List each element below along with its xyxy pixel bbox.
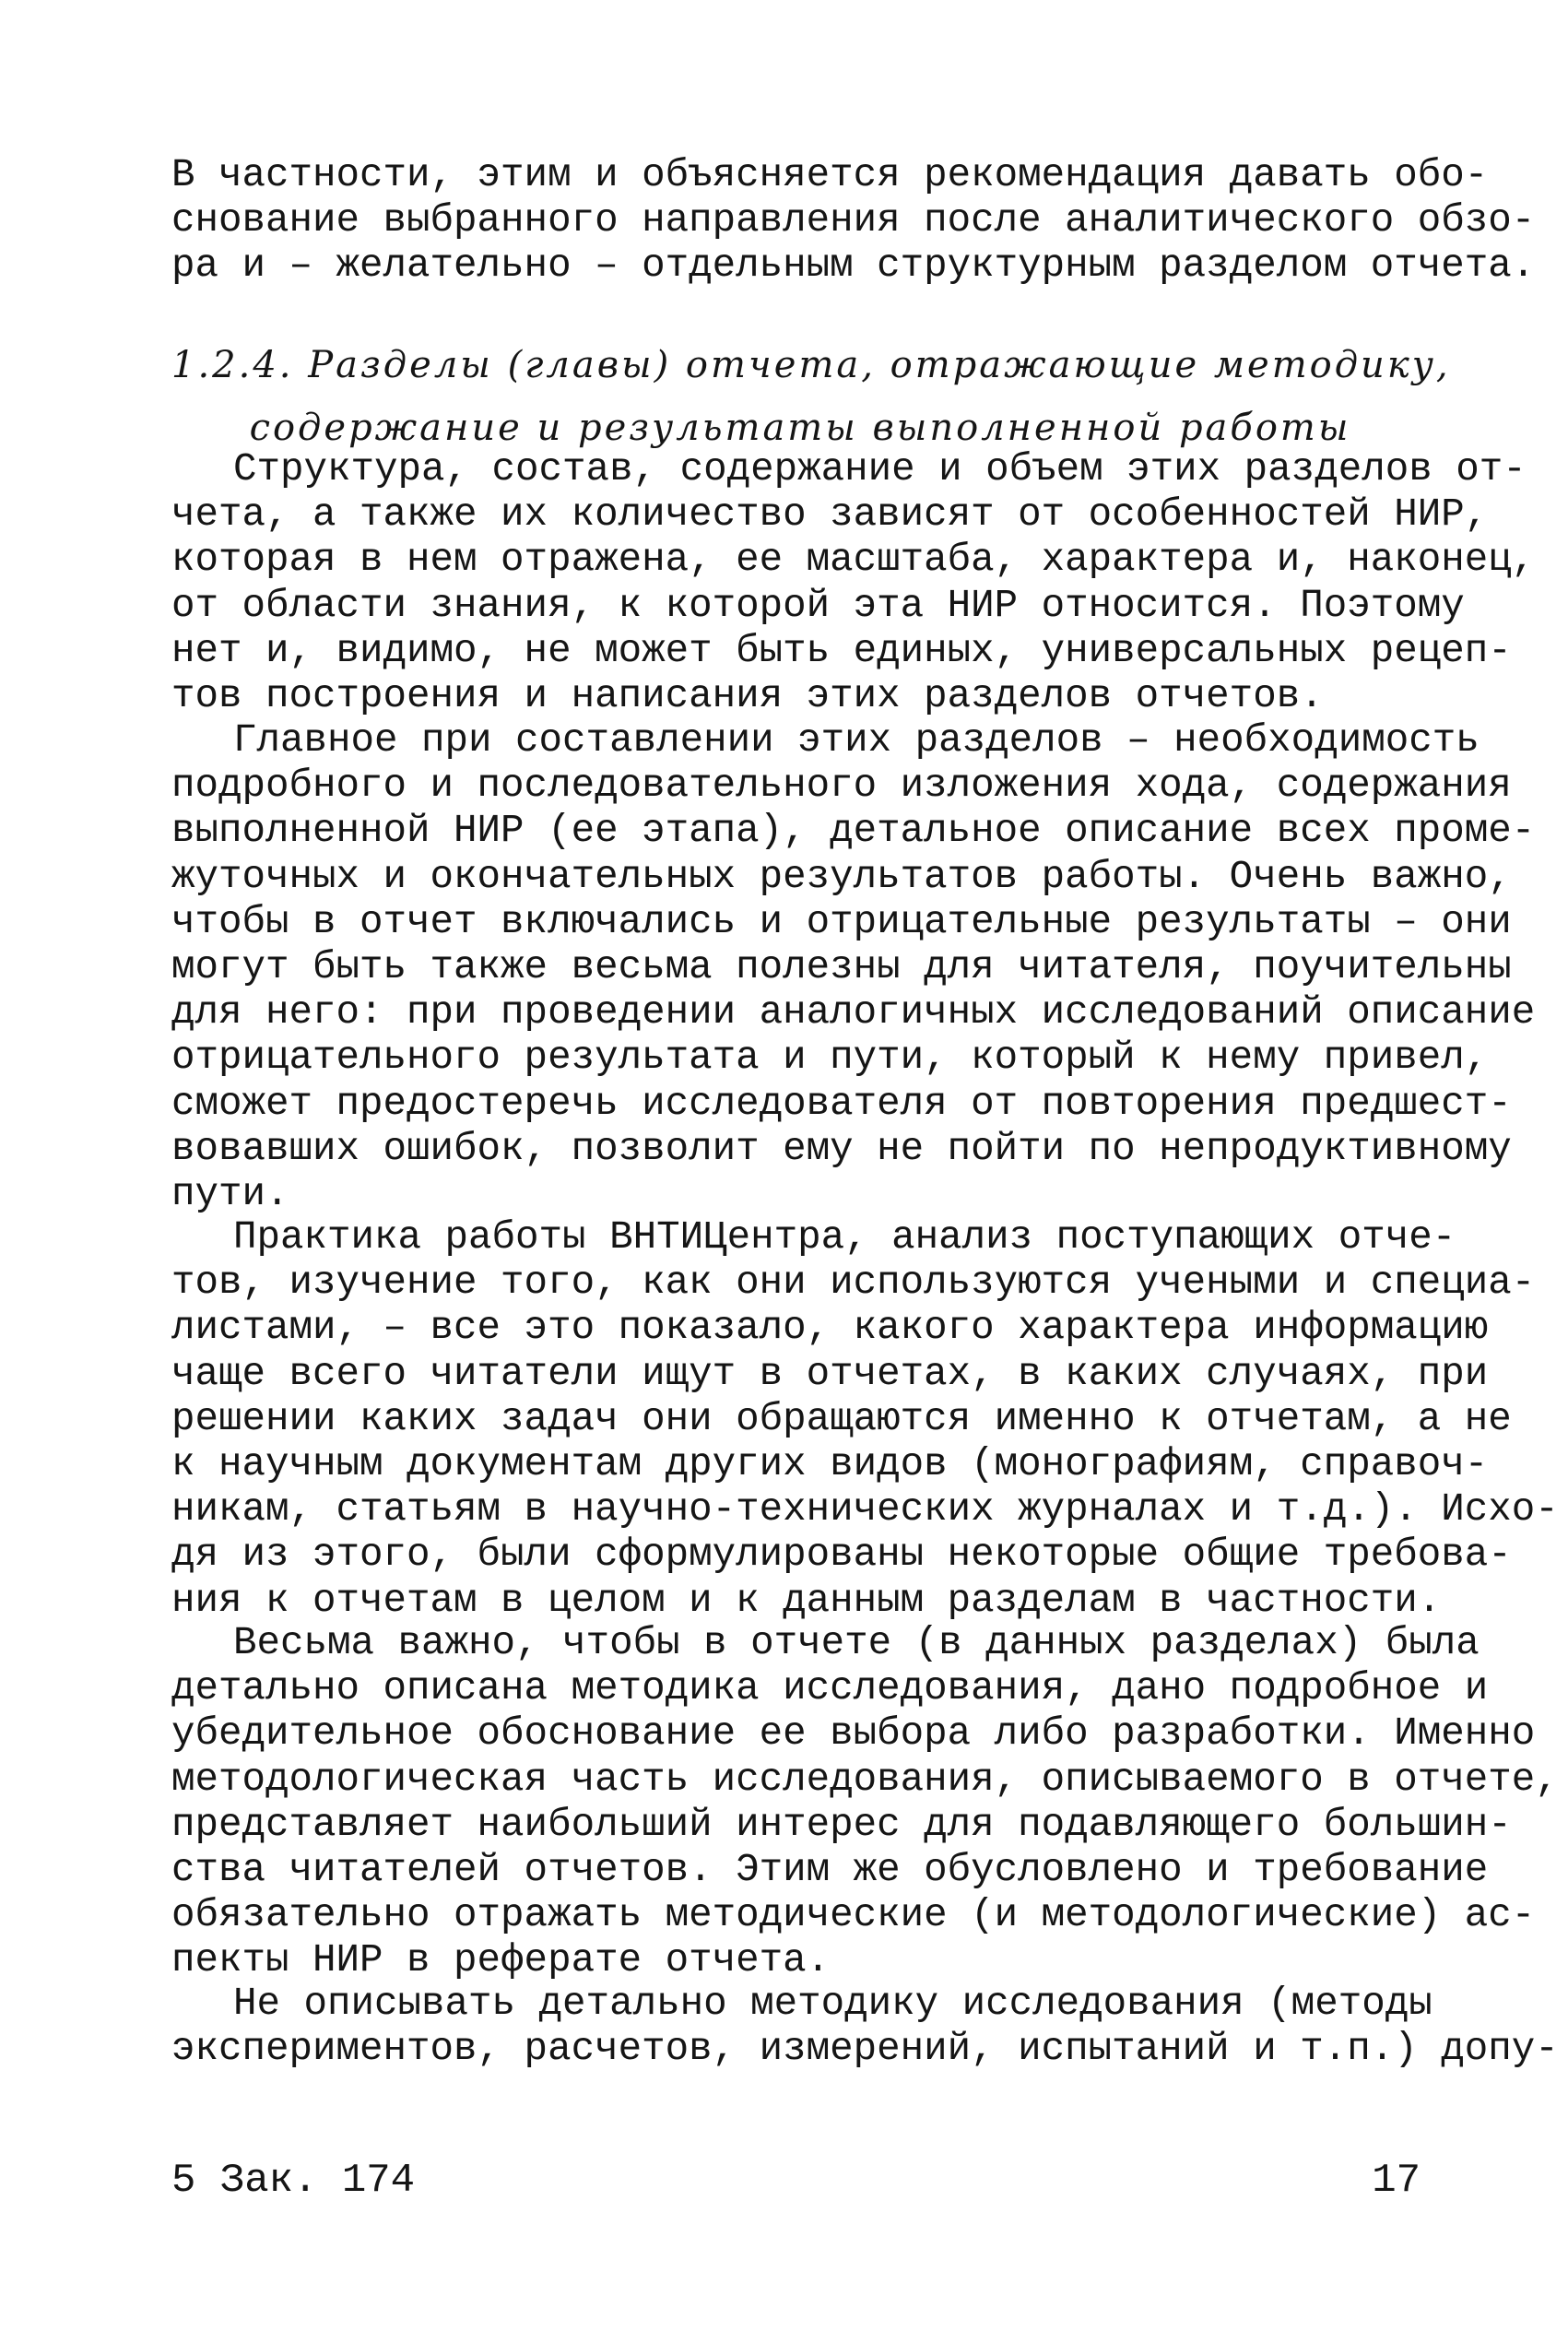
paragraph-practice — [171, 1215, 1559, 1624]
text-line: ра и – желательно – отдельным структурным разделом отчета. — [171, 243, 1536, 289]
text-line: листами, – все это показало, какого характера информацию — [171, 1306, 1489, 1351]
text-line: детально описана методика исследования, дано подробное и — [171, 1666, 1489, 1711]
paragraph-method-detail — [171, 1982, 1559, 2072]
text-line: Структура, состав, содержание и объем этих разделов от- — [233, 447, 1527, 491]
text-line: которая в нем отражена, ее масштаба, характера и, наконец, — [171, 538, 1536, 583]
text-line: выполненной НИР (ее этапа), детальное описание всех проме- — [171, 809, 1536, 854]
text-line: ства читателей отчетов. Этим же обусловлено и требование — [171, 1847, 1489, 1892]
text-line: сможет предостеречь исследователя от повторения предшест- — [171, 1081, 1512, 1126]
text-line: представляет наибольший интерес для подавляющего большин- — [171, 1802, 1512, 1847]
text-line: для него: при проведении аналогичных исследований описание — [171, 990, 1536, 1035]
text-line: отрицательного результата и пути, который к нему привел, — [171, 1035, 1489, 1081]
text-line: Весьма важно, чтобы в отчете (в данных разделах) была — [233, 1621, 1480, 1665]
text-line: обязательно отражать методические (и методологические) ас- — [171, 1893, 1536, 1938]
text-line: Главное при составлении этих разделов – необходимость — [233, 718, 1480, 763]
text-line: могут быть также весьма полезны для читателя, поучительны — [171, 944, 1512, 989]
text-line: жуточных и окончательных результатов работы. Очень важно, — [171, 854, 1512, 899]
text-line: тов построения и написания этих разделов отчетов. — [171, 673, 1324, 718]
text-line: Практика работы ВНТИЦентра, анализ поступающих отче- — [233, 1215, 1456, 1260]
text-line: чета, а также их количество зависят от особенностей НИР, — [171, 492, 1489, 538]
text-line: снование выбранного направления после аналитического обзо- — [171, 198, 1536, 243]
text-line: от области знания, к которой эта НИР относится. Поэтому — [171, 583, 1465, 628]
text-line: решении каких задач они обращаются именно к отчетам, а не — [171, 1396, 1512, 1441]
text-line: экспериментов, расчетов, измерений, испытаний и т.п.) допу- — [171, 2027, 1559, 2072]
section-heading-line-1 — [171, 334, 1451, 396]
paragraph-structure — [171, 447, 1536, 719]
paragraph-main-point — [171, 718, 1536, 1217]
text-line: Не описывать детально методику исследования (методы — [233, 1982, 1432, 2026]
text-line: к научным документам других видов (монографиям, справоч- — [171, 1441, 1489, 1486]
text-line: убедительное обоснование ее выбора либо разработки. Именно — [171, 1711, 1536, 1757]
text-line: В частности, этим и объясняется рекомендация давать обо- — [171, 153, 1489, 197]
section-heading — [171, 334, 1451, 459]
text-line: чтобы в отчет включались и отрицательные результаты – они — [171, 899, 1512, 944]
section-title-line-2: содержание и результаты выполненной работы — [249, 407, 1351, 449]
section-number: 1.2.4. — [171, 344, 294, 386]
text-line: вовавших ошибок, позволит ему не пойти по непродуктивному — [171, 1126, 1512, 1171]
text-line: дя из этого, были сформулированы некоторые общие требова- — [171, 1532, 1512, 1578]
page-number: 17 — [1372, 2158, 1421, 2204]
text-line: чаще всего читатели ищут в отчетах, в каких случаях, при — [171, 1351, 1489, 1396]
paragraph-methodology — [171, 1621, 1559, 1984]
text-line: пути. — [171, 1171, 289, 1216]
text-line: ния к отчетам в целом и к данным разделам в частности. — [171, 1578, 1442, 1623]
footer-signature: 5 Зак. 174 — [171, 2158, 416, 2204]
text-line: пекты НИР в реферате отчета. — [171, 1938, 831, 1983]
text-line: нет и, видимо, не может быть единых, универсальных рецеп- — [171, 628, 1512, 673]
text-line: никам, статьям в научно-технических журналах и т.д.). Исхо- — [171, 1487, 1559, 1532]
text-line: подробного и последовательного изложения хода, содержания — [171, 763, 1512, 809]
text-line: тов, изучение того, как они используются учеными и специа- — [171, 1260, 1536, 1306]
text-line: методологическая часть исследования, описываемого в отчете, — [171, 1757, 1559, 1802]
paragraph-intro — [171, 153, 1536, 290]
section-title-line-1: Разделы (главы) отчета, отражающие методику, — [308, 344, 1451, 386]
